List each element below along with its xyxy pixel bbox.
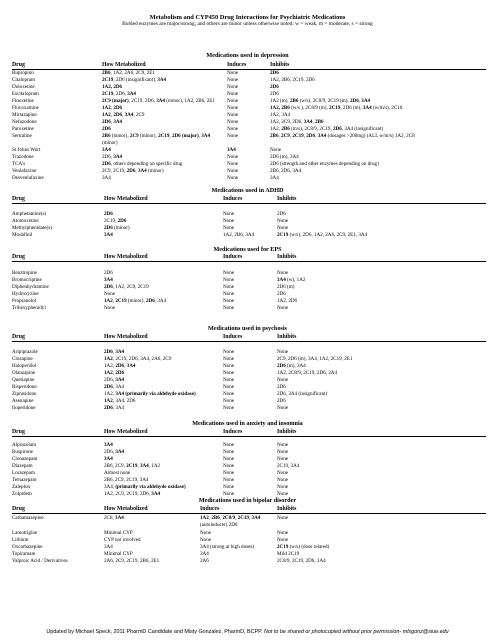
footer-notice: Not to be shared or photocopied without prior permission- mlsgonz@siue.edu — [263, 629, 449, 635]
table-cell: None — [277, 537, 289, 543]
table-cell: None — [227, 112, 239, 118]
table-cell: 1A2, 3A4, 2D6 — [104, 398, 136, 404]
column-header: Drug — [12, 429, 25, 435]
table-cell: Atomoxetine — [12, 218, 39, 224]
table-cell: 3A4 — [104, 277, 113, 283]
section-title: Medications used in anxiety and insomnia — [192, 420, 303, 427]
column-header: Inhibits — [277, 254, 297, 260]
table-cell: Benztropine — [12, 270, 37, 276]
table-cell: None — [227, 77, 239, 83]
table-cell: 2B6 (minor), 2C9 (minor), 2C19, 2D6 (major), 3A4 (minor) — [102, 133, 210, 147]
section-title: Medications used in ADHD — [211, 187, 284, 194]
table-cell: None — [277, 470, 289, 476]
table-cell: Valproic Acid / Derivatives — [12, 558, 68, 564]
table-cell: 2D6 — [277, 211, 286, 217]
table-cell: None — [223, 218, 235, 224]
table-cell: 2D6 — [277, 398, 286, 404]
table-cell: None — [227, 91, 239, 97]
table-cell: Topiramate — [12, 551, 36, 557]
table-cell: Duloxetine — [12, 84, 35, 90]
table-cell: 1A2 (m), 2B6 (w/s), 2C8/9, 2C19 (m), 2D6, 3A4 — [270, 98, 371, 104]
table-cell: 2D6, 3A4 — [104, 449, 125, 455]
table-cell: 3A4 — [104, 456, 113, 462]
table-cell: 2D6 (strength and other enzymes depending on drug) — [270, 161, 379, 167]
table-cell: 1A2, 2D6, 3A4, 2C9 — [102, 112, 145, 118]
table-cell: 2D6 (m), 3A4 — [277, 363, 306, 369]
table-cell: None — [227, 175, 239, 181]
table-cell: 3A4 (strong at high doses) — [200, 544, 255, 550]
table-cell: 1A2, 2B6, 2C19, 2D6 — [270, 77, 315, 83]
table-cell: 1A2, 2C19, 2D6, 3A4, 2A6, 2C9 — [104, 356, 172, 362]
table-cell: None — [277, 515, 289, 521]
table-cell: 2B6, 2C9, 2C19, 2D6, 3A4 (dosages >200mg) (ALL w/m/s) 1A2, 2C8 — [270, 133, 415, 139]
column-header: Inhibits — [277, 334, 297, 340]
table-cell: Asenapine — [12, 398, 34, 404]
table-cell: None — [223, 449, 235, 455]
table-cell: None — [227, 70, 239, 76]
table-cell: 2D6, 3A4 — [104, 377, 125, 383]
column-header: How Metabolized — [104, 254, 148, 260]
table-cell: Minimal CYP — [104, 551, 133, 557]
table-cell: 1A2, 2B6, 2C8/9, 2C19, 3A4 (autoinducer) 2D6 — [200, 515, 261, 529]
column-header: Induces — [200, 506, 220, 512]
table-cell: Mirtazapine — [12, 112, 37, 118]
table-cell: 3A4 — [200, 551, 209, 557]
table-cell: 3A4 — [102, 175, 111, 181]
table-cell: Modafinil — [12, 232, 33, 238]
table-cell: None — [270, 147, 282, 153]
table-cell: None — [223, 405, 235, 411]
table-cell: None — [223, 270, 235, 276]
table-cell: None — [227, 98, 239, 104]
table-cell: 2D6, 3A4 — [102, 154, 123, 160]
table-cell: 2C19 (w/s) (dose related) — [277, 544, 330, 550]
table-cell: 2D6 — [102, 126, 111, 132]
table-cell: 2D6 (m), 3A4 — [270, 154, 299, 160]
table-cell: 2B6, 2C9, 2C19, 3A4 — [104, 477, 149, 483]
table-cell: None — [223, 491, 235, 497]
table-cell: None — [277, 218, 289, 224]
table-cell: 1A2, 3A4 (primarily via aldehyde oxidase) — [104, 391, 196, 397]
table-cell: None — [277, 377, 289, 383]
table-cell: Sertraline — [12, 133, 32, 139]
table-cell: None — [277, 225, 289, 231]
table-cell: None — [223, 363, 235, 369]
table-cell: 2A6 — [200, 558, 209, 564]
table-cell: Lorazepam — [12, 470, 35, 476]
table-cell: None — [223, 349, 235, 355]
table-cell: None — [223, 484, 235, 490]
table-cell: Diazepam — [12, 463, 33, 469]
column-header: Drug — [12, 254, 25, 260]
table-cell: TCA's — [12, 161, 26, 167]
table-cell: 2D6, 3A4 — [104, 384, 125, 390]
table-cell: 1A2, 2D6 — [102, 84, 123, 90]
footer-credit: Updated by Michael Speck, 2011 PharmD Candidate and Misty Gonzalez, PharmD, BCPP. — [46, 629, 264, 635]
table-cell: 3A4 — [270, 175, 279, 181]
table-cell: 2D6 — [277, 291, 286, 297]
table-cell: None — [104, 305, 116, 311]
table-cell: Quetiapine — [12, 377, 35, 383]
table-cell: None — [277, 491, 289, 497]
column-header: Inhibits — [277, 196, 297, 202]
table-cell: 2D6 — [270, 84, 279, 90]
column-header: Inhibits — [270, 62, 290, 68]
table-cell: None — [277, 530, 289, 536]
table-cell: 1A2, 2D6 — [102, 105, 123, 111]
table-cell: 2D6 — [270, 70, 279, 76]
table-cell: None — [223, 291, 235, 297]
table-cell: None — [200, 537, 212, 543]
table-cell: None — [223, 211, 235, 217]
table-cell: Bupropion — [12, 70, 34, 76]
table-cell: None — [227, 154, 239, 160]
table-cell: None — [277, 349, 289, 355]
table-cell: None — [277, 484, 289, 490]
table-cell: None — [277, 456, 289, 462]
column-header: Inhibits — [277, 506, 297, 512]
table-cell: Lamotrigine — [12, 530, 38, 536]
table-cell: 2C8, 3A4 — [104, 515, 124, 521]
table-cell: None — [223, 370, 235, 376]
table-cell: None — [200, 530, 212, 536]
table-cell: 1A2, 2B6, 3A4 — [223, 232, 255, 238]
table-cell: 3A4 — [102, 147, 111, 153]
table-cell: None — [277, 405, 289, 411]
table-cell: None — [277, 270, 289, 276]
table-cell: 1A2, 3A4 — [270, 112, 291, 118]
table-cell: None — [223, 277, 235, 283]
table-cell: 3A4 — [104, 544, 113, 550]
table-cell: Oxcarbazepine — [12, 544, 43, 550]
table-cell: Amphetamine(s) — [12, 211, 47, 217]
table-cell: Clonazepam — [12, 456, 38, 462]
table-cell: 1A2, 2C8/9, 2C19, 2D6, 3A4 — [277, 370, 337, 376]
table-cell: None — [277, 305, 289, 311]
section-title: Medications used in psychosis — [208, 325, 287, 332]
table-cell: None — [223, 384, 235, 390]
table-cell: Citalopram — [12, 77, 35, 83]
table-cell: 2C9 (major), 2C19, 2D6, 3A4 (minor), 1A2, 2B6, 2E1 — [102, 98, 215, 104]
table-cell: 3A4 — [104, 232, 113, 238]
table-cell: None — [223, 284, 235, 290]
table-cell: Risperidone — [12, 384, 37, 390]
section-title: Medications used for EPS — [213, 246, 282, 253]
column-header: Induces — [223, 429, 243, 435]
table-cell: Carbamazepine — [12, 515, 44, 521]
column-header: How Metabolized — [104, 506, 148, 512]
column-header: Induces — [223, 254, 243, 260]
table-cell: CYP not involved — [104, 537, 141, 543]
table-cell: 2D6 (m) — [277, 284, 295, 290]
table-cell: None — [227, 161, 239, 167]
table-header-row — [12, 428, 486, 437]
table-cell: 1A2, 2D6 — [277, 298, 298, 304]
table-header-row — [12, 333, 486, 342]
column-header: How Metabolized — [104, 334, 148, 340]
table-cell: 2C19 (w/s), 2D6, 1A2, 2A6, 2C9, 2E1, 3A4 — [277, 232, 368, 238]
table-cell: Trazodone — [12, 154, 34, 160]
table-cell: 3A4 — [104, 442, 113, 448]
table-cell: Bromocriptine — [12, 277, 42, 283]
column-header: Drug — [12, 506, 25, 512]
table-cell: 2D6, 3A4 — [104, 349, 125, 355]
table-cell: 2C8/9, 2C19, 2D6, 3A4 — [277, 558, 326, 564]
table-cell: Zaleplon — [12, 484, 31, 490]
table-cell: Escitalopram — [12, 91, 39, 97]
table-cell: None — [223, 391, 235, 397]
table-cell: Paroxetine — [12, 126, 34, 132]
table-cell: None — [223, 463, 235, 469]
table-cell: Venlafaxine — [12, 168, 37, 174]
document-subtitle: Bolded enzymes are major/strong, and others are minor unless otherwise noted: w = weak, m = moderate, s = strong — [122, 21, 373, 27]
table-cell: 3A4 (w), 1A2 — [277, 277, 306, 283]
table-header-row — [12, 195, 486, 204]
table-cell: None — [277, 442, 289, 448]
table-cell: 1A2, 2D6 — [104, 370, 125, 376]
table-cell: None — [227, 119, 239, 125]
table-cell: 1A2, 2C19 (minor), 2D6, 3A4 — [104, 298, 167, 304]
table-cell: 1A2, 2B6 (w/s ), 2C8/9 (m), 2C19, 2D6 (m), 3A4 (w/m/s), 2C10 — [270, 105, 403, 111]
table-cell: Fluoxetine — [12, 98, 34, 104]
table-cell: 1A2, 2C9, 2C19, 2D6, 3A4 — [104, 491, 161, 497]
table-cell: None — [227, 84, 239, 90]
table-cell: Buspirone — [12, 449, 33, 455]
table-cell: 2B6, 2D6, 3A4 — [270, 168, 302, 174]
table-cell: Desvenlafaxine — [12, 175, 44, 181]
table-cell: None — [277, 477, 289, 483]
table-cell: 2D6 — [104, 270, 113, 276]
column-header: Drug — [12, 334, 25, 340]
table-cell: 2D6, 3A4 — [104, 405, 125, 411]
table-cell: None — [223, 305, 235, 311]
table-cell: None — [227, 105, 239, 111]
table-cell: None — [223, 442, 235, 448]
table-cell: 1A2, 2C9, 2D6, 3A4, 2B6 — [270, 119, 324, 125]
table-cell: 2C19, 2D6 (insignificant), 3A4 — [102, 77, 167, 83]
table-cell: Zolpidem — [12, 491, 32, 497]
column-header: Drug — [12, 196, 25, 202]
table-cell: None — [223, 456, 235, 462]
table-cell: 2D6 — [104, 211, 113, 217]
table-cell: Propranolol — [12, 298, 37, 304]
table-cell: None — [277, 449, 289, 455]
table-cell: 1A2, 2D6, 3A4 — [104, 363, 136, 369]
table-cell: Lithium — [12, 537, 29, 543]
table-cell: None — [104, 291, 116, 297]
column-header: Induces — [227, 62, 247, 68]
table-cell: None — [223, 398, 235, 404]
table-header-row — [12, 61, 486, 70]
table-cell: 2C19, 2D6, 3A4 — [102, 91, 136, 97]
table-cell: Almost none — [104, 470, 131, 476]
table-cell: None — [223, 225, 235, 231]
table-cell: Olanzapine — [12, 370, 36, 376]
table-header-row — [12, 253, 486, 262]
table-cell: 2C19, 3A4 — [277, 463, 300, 469]
table-cell: Fluvoxamine — [12, 105, 39, 111]
table-cell: 2D6, 3A4 — [102, 119, 123, 125]
table-cell: 2C9, 2C19, 2D6, 3A4 (minor) — [102, 168, 164, 174]
table-cell: 3A4 — [227, 147, 236, 153]
column-header: How Metabolized — [104, 429, 148, 435]
table-cell: None — [227, 168, 239, 174]
column-header: Drug — [12, 62, 25, 68]
column-header: Induces — [223, 196, 243, 202]
table-cell: 2C19, 2D6 — [104, 218, 127, 224]
table-cell: None — [227, 126, 239, 132]
table-cell: 2A6, 2C9, 2C19, 2B6, 2E1 — [104, 558, 160, 564]
table-cell: Hydroxyzine — [12, 291, 39, 297]
table-cell: None — [227, 133, 239, 139]
table-cell: 2B6, 1A2, 2A6, 2C9, 2E1 — [102, 70, 155, 76]
table-cell: Haloperidol — [12, 363, 37, 369]
table-cell: Alprazolam — [12, 442, 37, 448]
table-cell: Iloperidone — [12, 405, 36, 411]
table-cell: 2D6, 3A4 (insignificant) — [277, 391, 328, 397]
column-header: How Metabolized — [102, 62, 146, 68]
table-cell: None — [223, 356, 235, 362]
table-cell: 2D6 (minor) — [104, 225, 130, 231]
table-cell: Clozapine — [12, 356, 33, 362]
table-cell: Methylphenidate(s) — [12, 225, 52, 231]
column-header: How Metabolized — [104, 196, 148, 202]
table-cell: 2D6 — [277, 384, 286, 390]
table-cell: Trihexyphenidyl — [12, 305, 46, 311]
table-cell: Mild 2C19 — [277, 551, 300, 557]
column-header: Inhibits — [277, 429, 297, 435]
table-cell: Ziprasidone — [12, 391, 37, 397]
table-cell: Diphenhydramine — [12, 284, 49, 290]
table-cell: Nefazodone — [12, 119, 37, 125]
table-cell: None — [223, 377, 235, 383]
table-header-row — [12, 505, 486, 514]
table-cell: 2D6, others depending on specific drug — [102, 161, 183, 167]
table-cell: Temazepam — [12, 477, 37, 483]
table-cell: None — [223, 470, 235, 476]
table-cell: 2B6, 2C9, 2C19, 3A4, 1A2 — [104, 463, 161, 469]
section-title: Medications used in depression — [206, 52, 289, 59]
footer — [0, 629, 495, 636]
column-header: Induces — [223, 334, 243, 340]
table-cell: None — [223, 477, 235, 483]
document-title: Metabolism and CYP450 Drug Interactions for Psychiatric Medications — [149, 14, 346, 21]
table-cell: 3A4, (primarily via aldehyde oxidase) — [104, 484, 186, 490]
table-cell: None — [223, 298, 235, 304]
table-cell: Aripiprazole — [12, 349, 38, 355]
section-title: Medications used in bipolar disorder — [198, 497, 297, 504]
table-cell: 1A2, 2B6 (m/s), 2C8/9, 2C19, 2D6, 3A4 (insignificant) — [270, 126, 384, 132]
table-cell: 2C9, 2D6 (m), 3A4, 1A2, 2C19, 2E1 — [277, 356, 353, 362]
table-cell: 2D6, 1A2, 2C9, 2C19 — [104, 284, 149, 290]
table-cell: Minimal CYP — [104, 530, 133, 536]
table-cell: 2D6 — [270, 91, 279, 97]
table-cell: St Johns Wort — [12, 147, 41, 153]
